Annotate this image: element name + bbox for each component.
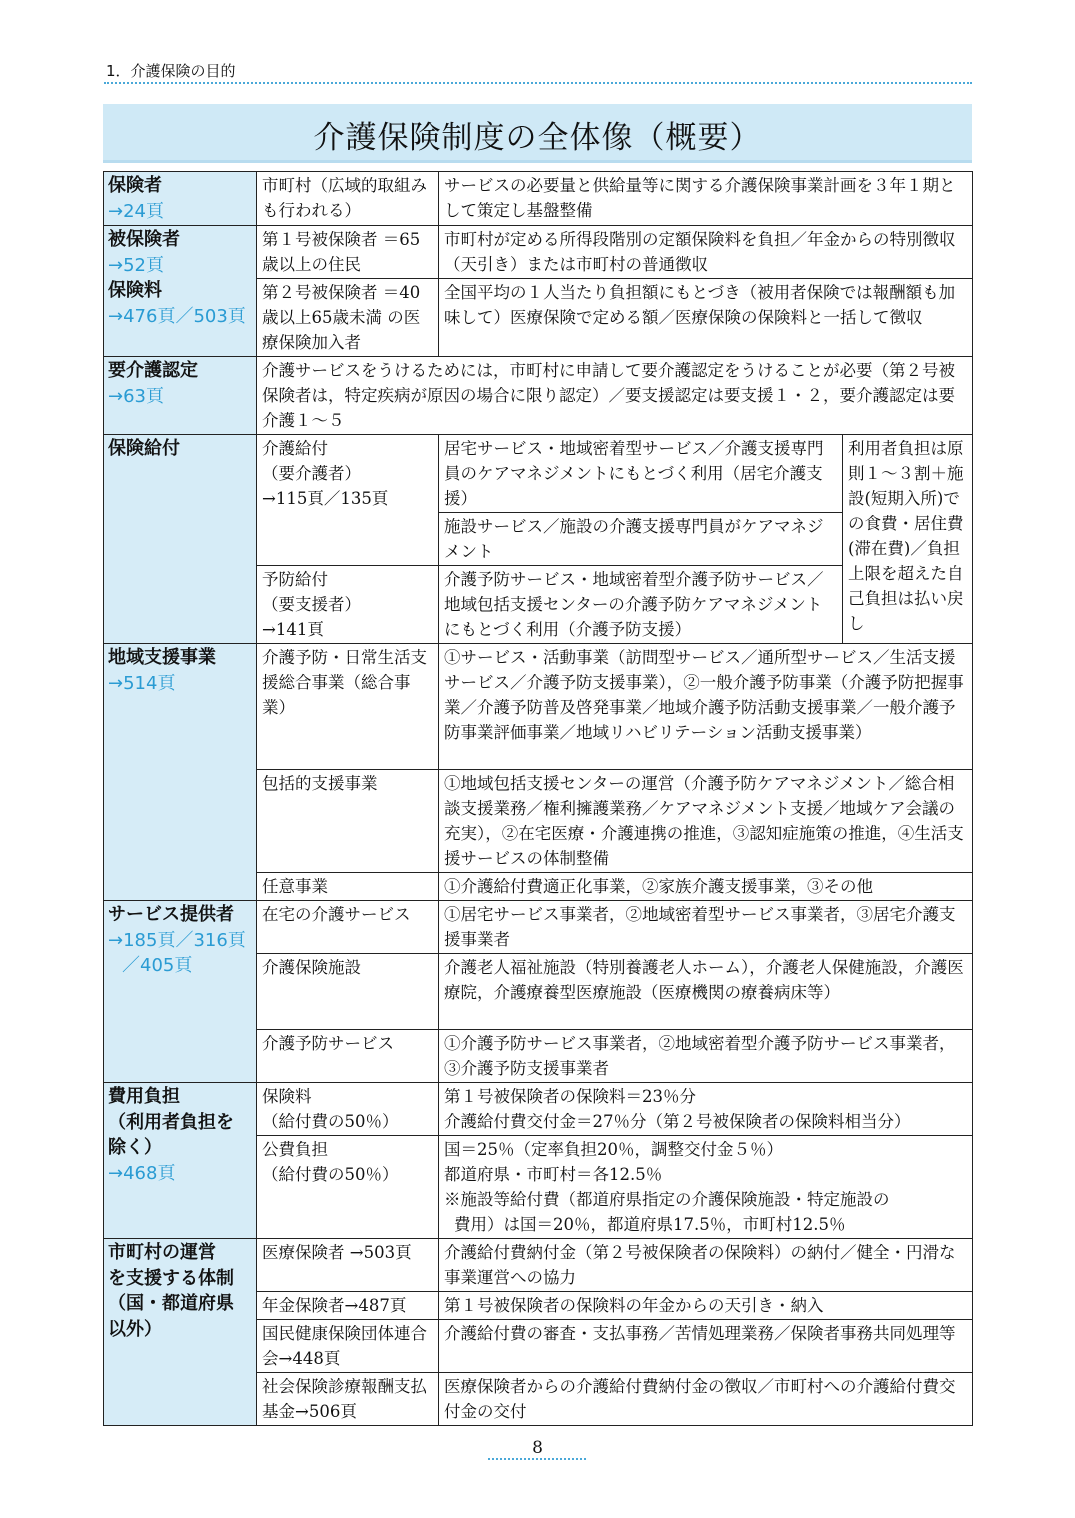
header-divider: [104, 82, 972, 84]
row-support-1: [104, 1239, 973, 1292]
row-benefits-1: [104, 435, 973, 513]
row-costs-1: [104, 1083, 973, 1136]
sub-providers-2: 介護保険施設: [257, 954, 439, 1030]
desc-support-4: 医療保険者からの介護給付費納付金の徴収／市町村への介護給付費交付金の交付: [439, 1373, 973, 1426]
cat-insured: 被保険者 →52頁 保険料 →476頁／503頁: [104, 226, 257, 357]
sub-benefits-care: 介護給付 （要介護者） →115頁／135頁: [257, 435, 439, 566]
sub-support-2: 年金保険者→487頁: [257, 1292, 439, 1320]
desc-support-3: 介護給付費の審査・支払事務／苦情処理業務／保険者事務共同処理等: [439, 1320, 973, 1373]
row-insured-1: [104, 226, 973, 279]
sub-providers-1: 在宅の介護サービス: [257, 901, 439, 954]
sub-providers-3: 介護予防サービス: [257, 1030, 439, 1083]
desc-insured-2: 全国平均の１人当たり負担額にもとづき（被用者保険では報酬額も加味して）医療保険で定める額／医療保険の保険料と一括して徴収: [439, 279, 973, 357]
desc-benefits-home: 居宅サービス・地域密着型サービス／介護支援専門員のケアマネジメントにもとづく利用（居宅介護支援）: [439, 435, 843, 513]
desc-community-3: ①介護給付費適正化事業，②家族介護支援事業，③その他: [439, 873, 973, 901]
sub-costs-1: 保険料 （給付費の50％）: [257, 1083, 439, 1136]
desc-certification: 介護サービスをうけるためには，市町村に申請して要介護認定をうけることが必要（第２号被保険者は，特定疾病が原因の場合に限り認定）／要支援認定は要支援１・２，要介護認定は要介護１～５: [257, 357, 973, 435]
cat-providers: サービス提供者 →185頁／316頁 ／405頁: [104, 901, 257, 1083]
desc-providers-1: ①居宅サービス事業者，②地域密着型サービス事業者，③居宅介護支援事業者: [439, 901, 973, 954]
row-insurer: [104, 172, 973, 226]
desc-providers-2: 介護老人福祉施設（特別養護老人ホーム），介護老人保健施設，介護医療院，介護療養型医療施設（医療機関の療養病床等）: [439, 954, 973, 1030]
cat-community: 地域支援事業 →514頁: [104, 644, 257, 901]
sub-support-4: 社会保険診療報酬支払基金→506頁: [257, 1373, 439, 1426]
desc-support-2: 第１号被保険者の保険料の年金からの天引き・納入: [439, 1292, 973, 1320]
footer-divider: [488, 1458, 586, 1460]
desc-costs-1: 第１号被保険者の保険料＝23％分 介護給付費交付金＝27％分（第２号被保険者の保険料相当分）: [439, 1083, 973, 1136]
desc-insured-1: 市町村が定める所得段階別の定額保険料を負担／年金からの特別徴収（天引き）または市町村の普通徴収: [439, 226, 973, 279]
overview-table: [103, 171, 973, 1426]
cat-certification: 要介護認定 →63頁: [104, 357, 257, 435]
sub-costs-2: 公費負担 （給付費の50％）: [257, 1136, 439, 1239]
cat-benefits: 保険給付: [104, 435, 257, 644]
cat-support: 市町村の運営 を支援する体制 （国・都道府県 以外）: [104, 1239, 257, 1426]
row-providers-1: [104, 901, 973, 954]
user-burden-note: 利用者負担は原則１～３割＋施設(短期入所)での食費・居住費(滞在費)／負担上限を超えた自己負担は払い戻し: [843, 435, 973, 644]
desc-benefits-prevention: 介護予防サービス・地域密着型介護予防サービス／地域包括支援センターの介護予防ケアマネジメントにもとづく利用（介護予防支援）: [439, 566, 843, 644]
desc-community-1: ①サービス・活動事業（訪問型サービス／通所型サービス／生活支援サービス／介護予防支援事業），②一般介護予防事業（介護予防把握事業／介護予防普及啓発事業／地域介護予防活動支援事業／一般介護予防事業評価事業／地域リハビリテーション活動支援事業）: [439, 644, 973, 770]
sub-community-1: 介護予防・日常生活支援総合事業（総合事業）: [257, 644, 439, 770]
page-ref: →24頁: [108, 200, 164, 222]
desc-benefits-facility: 施設サービス／施設の介護支援専門員がケアマネジメント: [439, 513, 843, 566]
sub-insurer: 市町村（広域的取組み も行われる）: [257, 172, 439, 226]
chapter-header: 1．介護保険の目的: [106, 62, 236, 80]
cat-insurer: 保険者 →24頁: [104, 172, 257, 226]
sub-insured-2: 第２号被保険者 ＝40歳以上65歳未満 の医療保険加入者: [257, 279, 439, 357]
sub-community-2: 包括的支援事業: [257, 770, 439, 873]
sub-support-1: 医療保険者 →503頁: [257, 1239, 439, 1292]
sub-community-3: 任意事業: [257, 873, 439, 901]
sub-insured-1: 第１号被保険者 ＝65歳以上の住民: [257, 226, 439, 279]
desc-providers-3: ①介護予防サービス事業者，②地域密着型介護予防サービス事業者，③介護予防支援事業者: [439, 1030, 973, 1083]
page-title: 介護保険制度の全体像（概要）: [313, 120, 762, 156]
row-certification: [104, 357, 973, 435]
desc-insurer: サービスの必要量と供給量等に関する介護保険事業計画を３年１期として策定し基盤整備: [439, 172, 973, 226]
desc-costs-2: 国＝25％（定率負担20％，調整交付金５％） 都道府県・市町村＝各12.5％ ※施設等給付費（都道府県指定の介護保険施設・特定施設の 費用）は国＝20％，都道府県17.5％，市町村12.5％: [439, 1136, 973, 1239]
cat-costs: 費用負担 （利用者負担を 除く） →468頁: [104, 1083, 257, 1239]
sub-benefits-prevention: 予防給付 （要支援者） →141頁: [257, 566, 439, 644]
row-community-1: [104, 644, 973, 770]
sub-support-3: 国民健康保険団体連合会→448頁: [257, 1320, 439, 1373]
page-number: 8: [532, 1438, 543, 1458]
title-banner: [103, 104, 972, 163]
desc-support-1: 介護給付費納付金（第２号被保険者の保険料）の納付／健全・円滑な事業運営への協力: [439, 1239, 973, 1292]
desc-community-2: ①地域包括支援センターの運営（介護予防ケアマネジメント／総合相談支援業務／権利擁護業務／ケアマネジメント支援／地域ケア会議の充実），②在宅医療・介護連携の推進，③認知症施策の推進，④生活支援サービスの体制整備: [439, 770, 973, 873]
